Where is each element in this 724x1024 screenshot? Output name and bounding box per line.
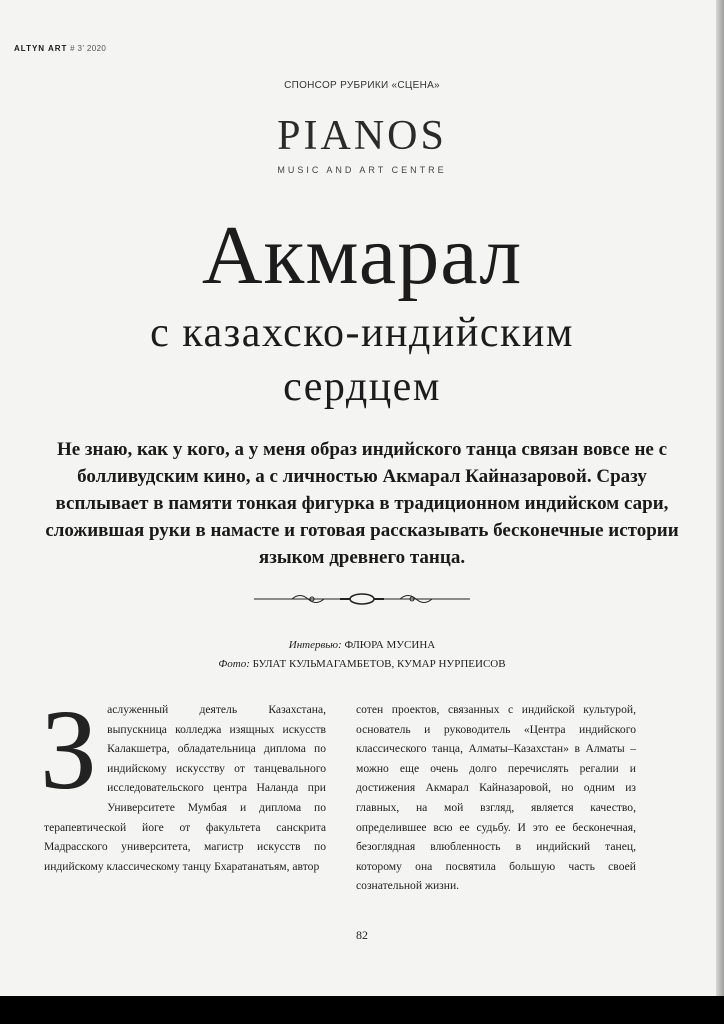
- photo-role: Фото:: [218, 658, 250, 670]
- photo-names: БУЛАТ КУЛЬМАГАМБЕТОВ, КУМАР НУРПЕИСОВ: [252, 658, 506, 670]
- scan-border: [0, 996, 724, 1024]
- article-lead: Не знаю, как у кого, а у меня образ индийского танца связан вовсе не с болливудским кино, а с личностью Акмарал Кайназаровой. Сразу всплывает в памяти тонкая фигурка в традиционном индийском сари, сложившая руки в намасте и готовая рассказывать бесконечные истории языком древнего танца.: [45, 439, 679, 568]
- interview-credit: [0, 636, 724, 655]
- photo-credit: [0, 655, 724, 674]
- article-credits: [0, 636, 724, 674]
- article-title: Акмарал: [201, 209, 523, 302]
- subtitle-line-1: с казахско-индийским: [150, 310, 574, 356]
- sponsor-line: СПОНСОР РУБРИКИ «СЦЕНА»: [284, 80, 440, 91]
- article-column-right: [356, 700, 636, 896]
- interview-name: ФЛЮРА МУСИНА: [344, 639, 436, 651]
- issue-number: # 3’ 2020: [70, 44, 107, 53]
- article-subtitle: [0, 306, 724, 414]
- ornament-divider-icon: [252, 588, 472, 610]
- right-column-text: сотен проектов, связанных с индийской культурой, основатель и руководитель «Центра индийского классического танца, Алматы–Казахстан» в Алматы – можно еще очень долго перечислять регалии и достижения Акмарал Кайназаровой, но одним из главных, на мой взгляд, является качество, определившее всю ее судьбу. И это ее бесконечная, безоглядная влюбленность в индийский танец, которому она посвятила большую часть своей сознательной жизни.: [356, 703, 636, 893]
- sponsor-logo: PIANOS: [277, 113, 447, 159]
- left-column-text: аслуженный деятель Казахстана, выпускница колледжа изящных искусств Калакшетра, обладательница диплома по индийскому искусству от танцевального исследовательского центра Наланда при Университете Мумбая и диплома по терапевтической йоге от факультета санскрита Мадрасского университета, магистр искусств по индийскому классическому танцу Бхаратанатьям, автор: [44, 703, 326, 873]
- magazine-header: [14, 44, 106, 53]
- page-number: 82: [356, 928, 368, 942]
- sponsor-logo-subtitle: MUSIC AND ART CENTRE: [277, 165, 447, 175]
- article-column-left: [40, 686, 326, 876]
- drop-cap: З: [40, 686, 98, 813]
- magazine-name: ALTYN ART: [14, 44, 68, 53]
- subtitle-line-2: сердцем: [283, 364, 441, 410]
- interview-role: Интервью:: [288, 639, 342, 651]
